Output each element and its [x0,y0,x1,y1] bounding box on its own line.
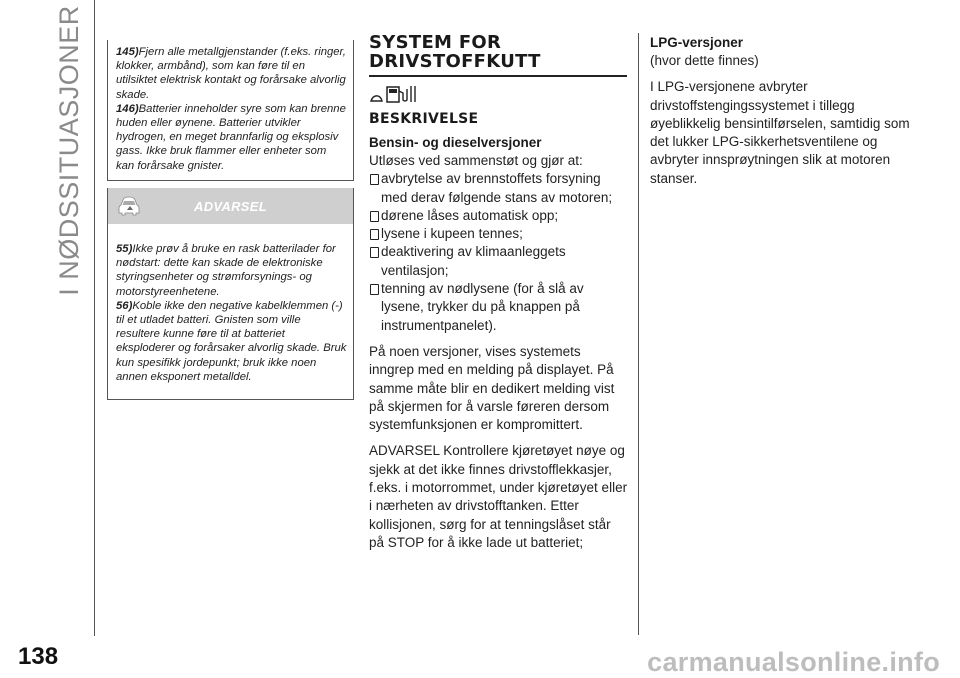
section-side-title: I NØDSSITUASJONER [53,4,84,296]
note-145: 145)Fjern alle metallgjenstander (f.eks. ringer, klokker, armbånd), som kan føre til en utilsiktet elektrisk kontakt og forårsake alvorlig skade. [116,46,346,101]
list-item: avbrytelse av brennstoffets forsyning med derav følgende stans av motoren; [369,170,629,207]
column-divider [638,33,639,635]
list-item: deaktivering av klimaanleggets ventilasjon; [369,243,629,280]
warning-paragraph: ADVARSEL Kontrollere kjøretøyet nøye og sjekk at det ikke finnes drivstofflekkasjer, f.eks. i motorrommet, under kjøretøyet eller i nærheten av drivstofftanken. Etter kollisjonen, sørg for at tenningslåset står på STOP for å ikke lade ut batteriet; [369,443,628,550]
petrol-diesel-heading: Bensin- og dieselversjoner [369,135,542,150]
warning-box [107,188,354,400]
intro-text: Utløses ved sammenstøt og gjør at: [369,153,583,168]
lpg-subheading: (hvor dette finnes) [650,53,759,68]
watermark: carmanualsonline.info [647,647,940,677]
notes-box [107,40,354,181]
fuel-cutoff-section [369,33,629,552]
fuel-cutoff-icon [369,83,425,105]
warning-header [108,188,353,224]
lpg-section [650,33,910,188]
car-warning-icon [118,196,140,216]
section-title: SYSTEM FOR DRIVSTOFFKUTT [369,32,541,72]
side-divider [94,0,95,636]
section-subtitle: BESKRIVELSE [369,111,479,127]
lpg-heading: LPG-versjoner [650,35,744,50]
list-item: lysene i kupeen tennes; [369,225,629,243]
lpg-text: I LPG-versjonene avbryter drivstoffstengingssystemet i tillegg øyeblikkelig bensintilførselen, samtidig som det lukker LPG-sikkerhetsventilene og avbryter innsprøytningen slik at motoren stanser. [650,79,910,186]
list-item: tenning av nødlysene (for å slå av lysene, trykker du på knappen på instrumentpanelet). [369,280,629,335]
warning-item-55: 55)Ikke prøv å bruke en rask batterilader for nødstart: dette kan skade de elektroniske styringsenheter og strømforsynings- og motorstyreenhetene. [116,243,336,298]
display-message-paragraph: På noen versjoner, vises systemets inngrep med en melding på displayet. På samme måte blir en dedikert melding vist på skjermen for å varsle føreren dersom systemfunksjonen er kompromittert. [369,343,615,433]
section-title-rule [369,75,627,77]
note-146: 146)Batterier inneholder syre som kan brenne huden eller øynene. Batterier utvikler hydrogen, en meget brannfarlig og eksplosiv gass. Ikke bruk flammer eller enheter som kan forårsake gnister. [116,102,346,172]
warning-item-56: 56)Koble ikke den negative kabelklemmen (-) til et utladet batteri. Gnisten som ville resultere kunne føre til at batteriet eksploderer og forårsaker alvorlig skade. Bruk kun spesifikk jordepunkt; bruk ikke noen annen eksponert metalldel. [116,299,347,383]
list-item: dørene låses automatisk opp; [369,207,629,225]
warning-label: ADVARSEL [194,198,267,214]
page-number: 138 [18,643,59,670]
